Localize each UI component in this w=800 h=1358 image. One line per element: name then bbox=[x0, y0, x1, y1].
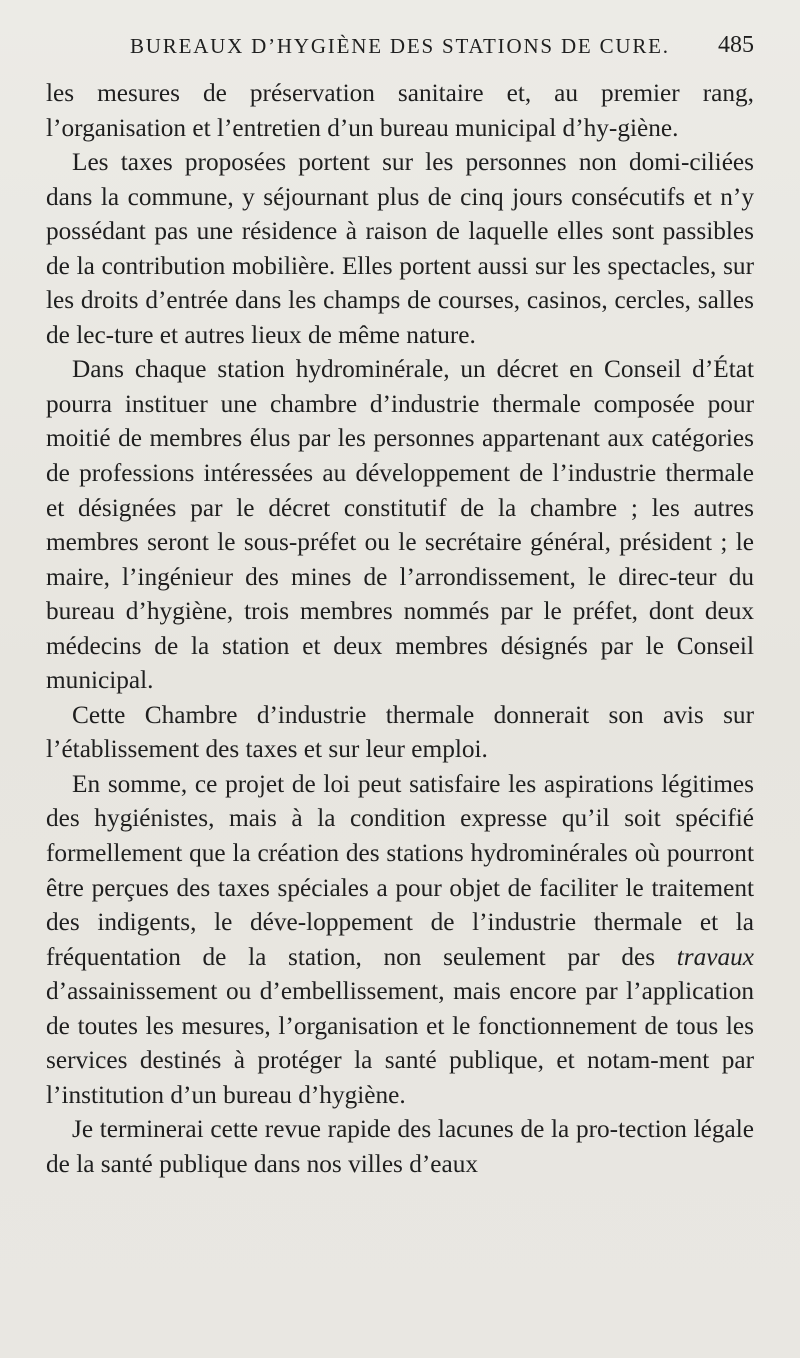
paragraph-avis-taxes: Cette Chambre d’industrie thermale donnerait son avis sur l’établissement des taxes et sur leur emploi. bbox=[46, 700, 754, 764]
paragraph-conclusion: Je terminerai cette revue rapide des lacunes de la pro-tection légale de la santé publique dans nos villes d’eaux bbox=[46, 1115, 754, 1178]
body-text bbox=[46, 76, 754, 1182]
paragraph-continuation: les mesures de préservation sanitaire et, au premier rang, l’organisation et l’entretien d’un bureau municipal d’hy-giène. bbox=[46, 79, 754, 142]
italic-word-travaux: travaux bbox=[676, 942, 754, 971]
paragraph-en-somme-start: En somme, ce projet de loi peut satisfaire les aspirations légitimes des hygiénistes, mais à la condition expresse qu’il soit spécifié formellement que la création des stations hydrominérales où pourront être perçues des taxes spéciales a pour objet de faciliter le traitement des indigents, le déve-loppement de l’industrie thermale et la fréquentation de la station, non seulement par des bbox=[46, 769, 754, 971]
paragraph-taxes: Les taxes proposées portent sur les personnes non domi-ciliées dans la commune, y séjournant plus de cinq jours consécutifs et n’y possédant pas une résidence à raison de laquelle elles sont passibles de la contribution mobilière. Elles portent aussi sur les spectacles, sur les droits d’entrée dans les champs de courses, casinos, cercles, salles de lec-ture et autres lieux de même nature. bbox=[46, 148, 754, 349]
paragraph-chambre-industrie: Dans chaque station hydrominérale, un décret en Conseil d’État pourra instituer une chambre d’industrie thermale composée pour moitié de membres élus par les personnes appartenant aux catégories de professions intéressées au développement de l’industrie thermale et désignées par le décret constitutif de la chambre ; les autres membres seront le sous-préfet ou le secrétaire général, président ; le maire, l’ingénieur des mines de l’arrondissement, le direc-teur du bureau d’hygiène, trois membres nommés par le préfet, dont deux médecins de la station et deux membres désignés par le Conseil municipal. bbox=[46, 355, 754, 695]
running-title: BUREAUX D’HYGIÈNE DES STATIONS DE CURE. bbox=[130, 34, 670, 58]
paragraph-en-somme-end: d’assainissement ou d’embellissement, mais encore par l’application de toutes les mesures, l’organisation et le fonctionnement de tous les services destinés à protéger la santé publique, et notam-ment par l’institution d’un bureau d’hygiène. bbox=[46, 977, 754, 1109]
paragraph-en-somme bbox=[46, 767, 754, 1112]
running-header bbox=[46, 34, 754, 64]
page-number: 485 bbox=[718, 32, 754, 58]
